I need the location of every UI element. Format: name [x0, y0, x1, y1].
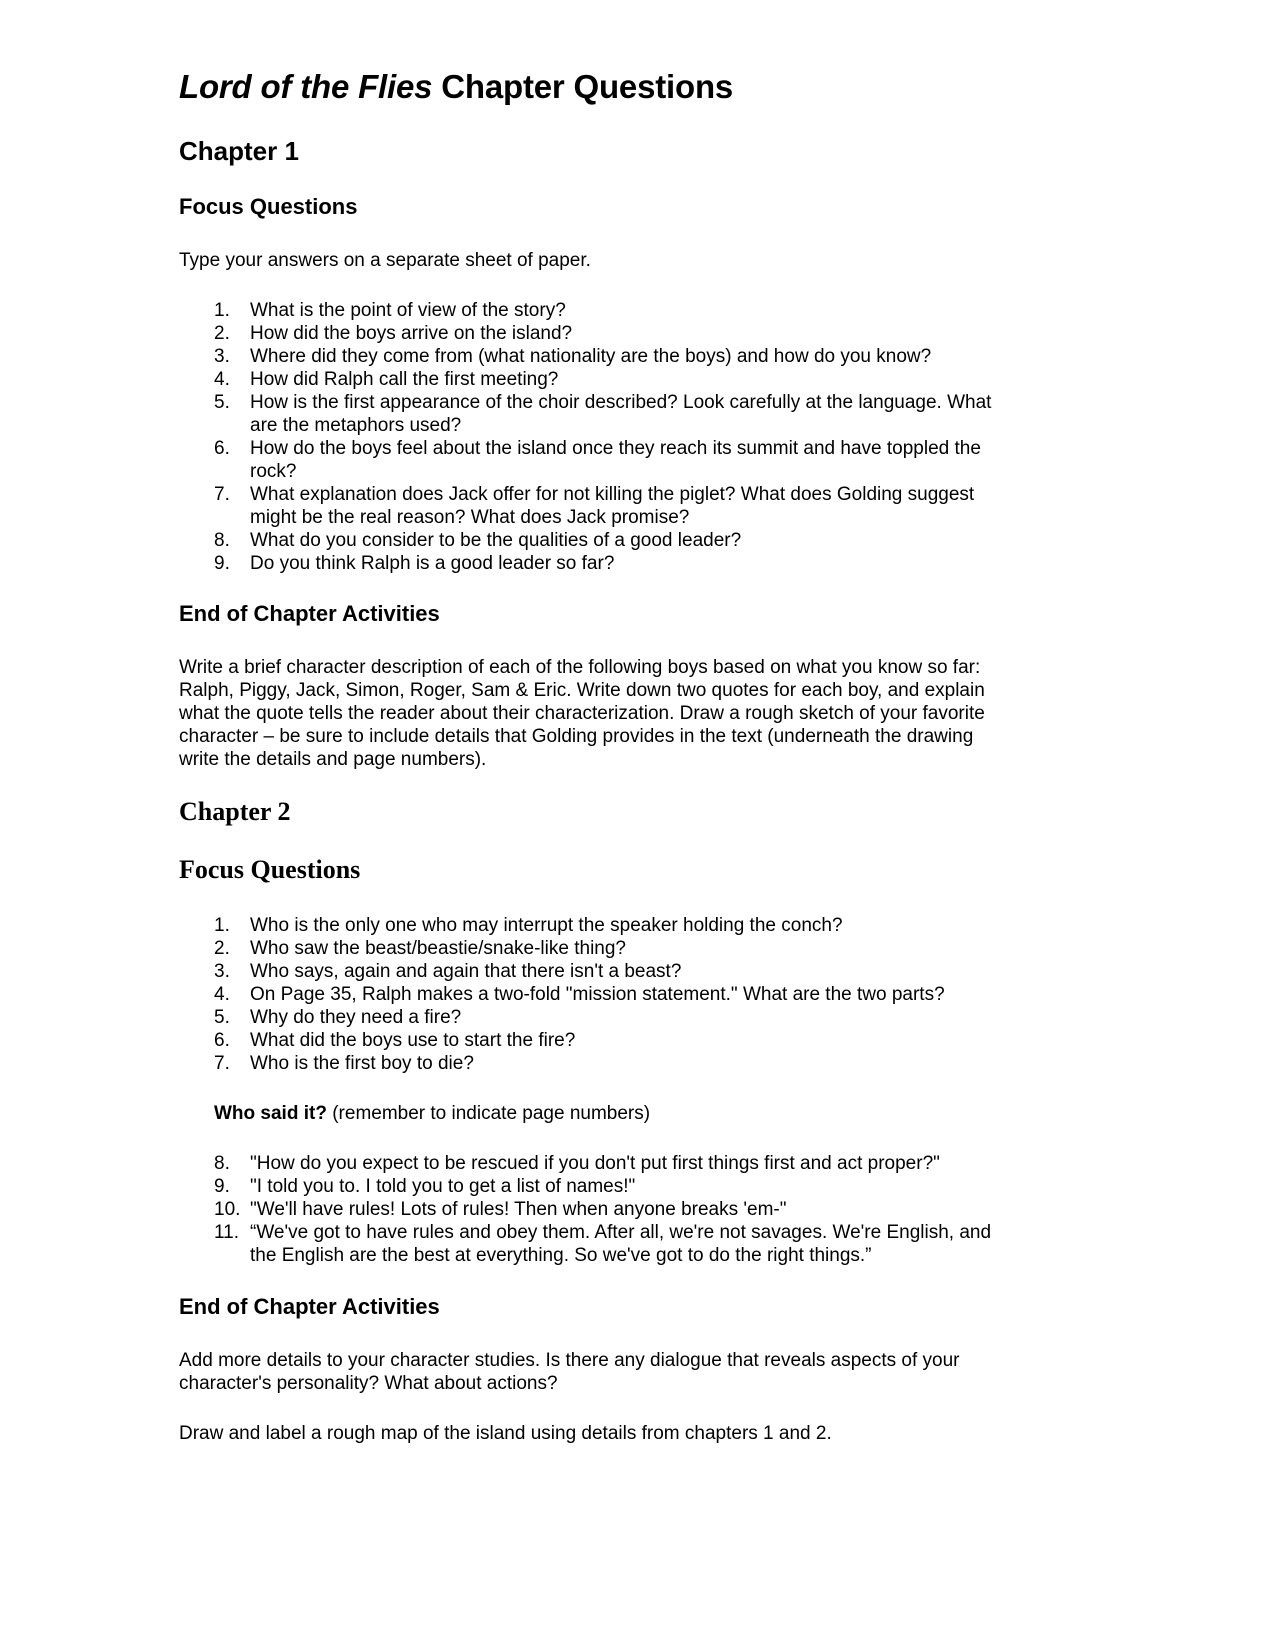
list-item: 6. How do the boys feel about the island once they reach its summit and have toppled the rock?: [214, 438, 981, 482]
list-item: 7. Who is the first boy to die?: [214, 1053, 474, 1074]
chapter-2-activities-text: Add more details to your character studies. Is there any dialogue that reveals aspects of your character's personality? What about actions?: [179, 1350, 960, 1394]
list-item: 4. On Page 35, Ralph makes a two-fold "mission statement." What are the two parts?: [214, 984, 945, 1005]
who-said-it-note: (remember to indicate page numbers): [326, 1103, 651, 1124]
list-item: 8. What do you consider to be the qualities of a good leader?: [214, 530, 742, 551]
list-item: 7. What explanation does Jack offer for not killing the piglet? What does Golding suggest might be the real reason? What does Jack promise?: [214, 484, 975, 528]
list-item: 9. Do you think Ralph is a good leader so far?: [214, 553, 615, 574]
list-item: 10. "We'll have rules! Lots of rules! Then when anyone breaks 'em-": [214, 1199, 787, 1220]
list-item: 11. “We've got to have rules and obey them. After all, we're not savages. We're English, and the English are the best at everything. So we've got to do the right things.”: [214, 1222, 992, 1266]
chapter-2-quote-list: [214, 1152, 1044, 1267]
list-item: 5. Why do they need a fire?: [214, 1007, 462, 1028]
chapter-1-focus-heading: Focus Questions: [179, 194, 358, 219]
list-item: 1. Who is the only one who may interrupt the speaker holding the conch?: [214, 915, 843, 936]
chapter-2-map-activity: Draw and label a rough map of the island using details from chapters 1 and 2.: [179, 1423, 832, 1444]
list-item: 5. How is the first appearance of the choir described? Look carefully at the language. What are the metaphors used?: [214, 392, 992, 436]
who-said-it-bold: Who said it?: [214, 1103, 327, 1124]
list-item: 8. "How do you expect to be rescued if you don't put first things first and act proper?": [214, 1153, 940, 1174]
chapter-2-heading: Chapter 2: [179, 797, 291, 826]
list-item: 2. How did the boys arrive on the island?: [214, 323, 573, 344]
chapter-1-instruction: Type your answers on a separate sheet of paper.: [179, 250, 591, 271]
chapter-2-question-list: [214, 914, 1044, 1075]
chapter-1-heading: Chapter 1: [179, 136, 299, 166]
title-suffix: Chapter Questions: [432, 68, 734, 105]
chapter-1-activities-heading: End of Chapter Activities: [179, 601, 440, 626]
page-title: [179, 68, 733, 106]
chapter-1-question-list: [214, 299, 1044, 575]
list-item: 2. Who saw the beast/beastie/snake-like thing?: [214, 938, 626, 959]
list-item: 4. How did Ralph call the first meeting?: [214, 369, 559, 390]
chapter-2-focus-heading: Focus Questions: [179, 855, 361, 884]
book-title: Lord of the Flies: [179, 68, 433, 105]
list-item: 3. Where did they come from (what nationality are the boys) and how do you know?: [214, 346, 932, 367]
chapter-2-activities-heading: End of Chapter Activities: [179, 1294, 440, 1319]
list-item: 1. What is the point of view of the story?: [214, 300, 566, 321]
chapter-1-activities-text: Write a brief character description of each of the following boys based on what you know so far: Ralph, Piggy, Jack, Simon, Roger, Sam & Eric. Write down two quotes for each boy, and explain what the quote tells the reader about their characterization. Draw a rough sketch of your favorite character – be sure to include details that Golding provides in the text (underneath the drawing write the details and page numbers).: [179, 657, 985, 770]
list-item: 6. What did the boys use to start the fire?: [214, 1030, 576, 1051]
list-item: 9. "I told you to. I told you to get a list of names!": [214, 1176, 636, 1197]
list-item: 3. Who says, again and again that there isn't a beast?: [214, 961, 682, 982]
who-said-it-label: [214, 1102, 650, 1125]
